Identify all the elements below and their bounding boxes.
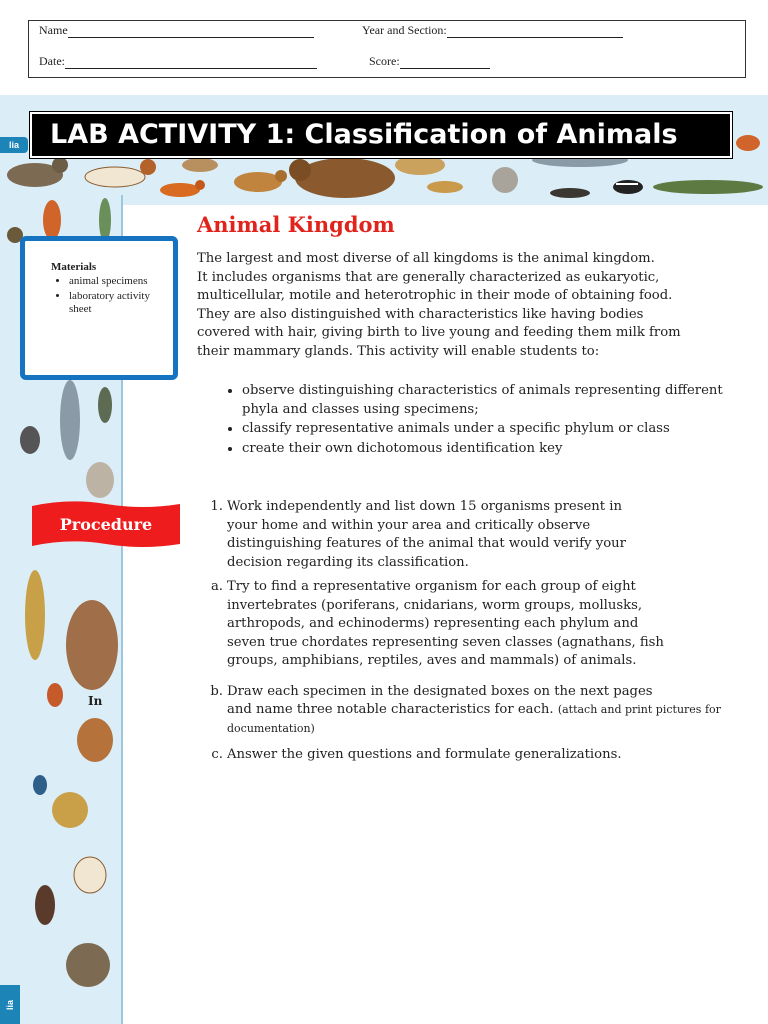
procedure-label: Procedure xyxy=(59,515,153,534)
mole-icon xyxy=(550,188,590,198)
procedure-banner xyxy=(30,500,182,550)
skunk-icon xyxy=(613,180,643,194)
intro-paragraph: The largest and most diverse of all kingdoms is the animal kingdom. It includes organisms that are generally characterized as eukaryotic, multicellular, motile and heterotrophic in their mode of obtaining food. They are also distinguished with characteristics like having bodies covered with hair, giving birth to live young and feeding them milk from their mammary glands. This activity will enable students to: xyxy=(197,251,681,359)
bird-icon xyxy=(33,775,47,795)
dog-icon xyxy=(85,159,156,187)
page-title: LAB ACTIVITY 1: Classification of Animals xyxy=(30,112,732,158)
objective-item: • classify representative animals under a specific phylum or class xyxy=(242,420,762,439)
ocelot-icon xyxy=(427,181,463,193)
side-tab-bottom: lia xyxy=(0,985,20,1024)
step-marker: b. xyxy=(210,683,223,699)
bear-icon xyxy=(289,158,395,198)
date-label: Date: xyxy=(39,54,65,68)
crocodile-icon xyxy=(653,180,763,194)
step-text-wrapper xyxy=(227,683,740,739)
materials-item: • animal specimens xyxy=(69,275,163,288)
lobster-icon xyxy=(43,200,61,240)
lobster-icon xyxy=(736,135,760,151)
materials-title: Materials xyxy=(51,261,97,273)
year-section-line[interactable] xyxy=(447,25,623,38)
step-text: Work independently and list down 15 organisms present in your home and within your area and critically observe distinguishing features of the animal that would verify your decision regarding its classification. xyxy=(227,499,626,570)
score-label: Score: xyxy=(369,54,400,68)
step-text: Draw each specimen in the designated boxes on the next pages and name three notable characteristics for each. xyxy=(227,683,653,717)
horse-icon xyxy=(77,718,113,762)
step-marker: c. xyxy=(211,747,223,762)
step-note: (attach and print pictures for documentation) xyxy=(227,703,721,735)
fox-icon xyxy=(160,180,205,197)
koala-icon xyxy=(492,167,518,193)
bat-icon xyxy=(35,885,55,925)
score-field[interactable] xyxy=(369,54,490,69)
elephant-icon xyxy=(66,600,118,690)
wolf-icon xyxy=(66,943,110,987)
student-info-box xyxy=(28,20,746,78)
shark-icon xyxy=(60,380,80,460)
year-section-label: Year and Section: xyxy=(362,23,447,37)
step-marker: 1. xyxy=(210,499,223,514)
date-field[interactable] xyxy=(39,54,317,69)
fish-icon xyxy=(98,387,112,423)
name-field[interactable] xyxy=(39,23,314,38)
shell-icon xyxy=(20,426,40,454)
insect-icon xyxy=(25,570,45,660)
procedure-steps xyxy=(200,498,740,765)
hyena-icon xyxy=(234,170,287,192)
objectives-list xyxy=(218,382,762,459)
score-line[interactable] xyxy=(400,56,490,69)
step-text: Answer the given questions and formulate generalizations. xyxy=(227,747,622,762)
procedure-step xyxy=(200,578,740,671)
wolf-icon xyxy=(7,157,68,187)
butterfly-icon xyxy=(47,683,63,707)
name-label: Name xyxy=(39,23,68,37)
year-section-field[interactable] xyxy=(362,23,623,38)
dog-icon xyxy=(74,857,106,893)
lion-icon xyxy=(395,155,445,175)
name-line[interactable] xyxy=(68,25,314,38)
objective-item: • observe distinguishing characteristics of animals representing different phyla and classes using specimens; xyxy=(242,382,762,419)
materials-box xyxy=(20,236,178,380)
step-text: Try to find a representative organism for each group of eight invertebrates (poriferans, cnidarians, worm groups, mollusks, arthropods, and echinoderms) representing each phylum and seven true chordates representing seven classes (agnathans, fish groups, amphibians, reptiles, aves and mammals) of animals. xyxy=(227,579,664,668)
deer-icon xyxy=(182,158,218,172)
procedure-step xyxy=(200,498,740,572)
side-mark: In xyxy=(88,694,103,708)
date-line[interactable] xyxy=(65,56,317,69)
section-heading: Animal Kingdom xyxy=(197,212,395,237)
side-tab-top: lia xyxy=(0,137,28,153)
procedure-step xyxy=(200,746,740,765)
procedure-step xyxy=(200,683,740,739)
materials-list xyxy=(51,275,163,316)
step-marker: a. xyxy=(210,579,223,594)
materials-item: • laboratory activity sheet xyxy=(69,290,163,316)
deer-icon xyxy=(52,792,88,828)
rabbit-icon xyxy=(86,462,114,498)
objective-item: • create their own dichotomous identification key xyxy=(242,440,762,459)
